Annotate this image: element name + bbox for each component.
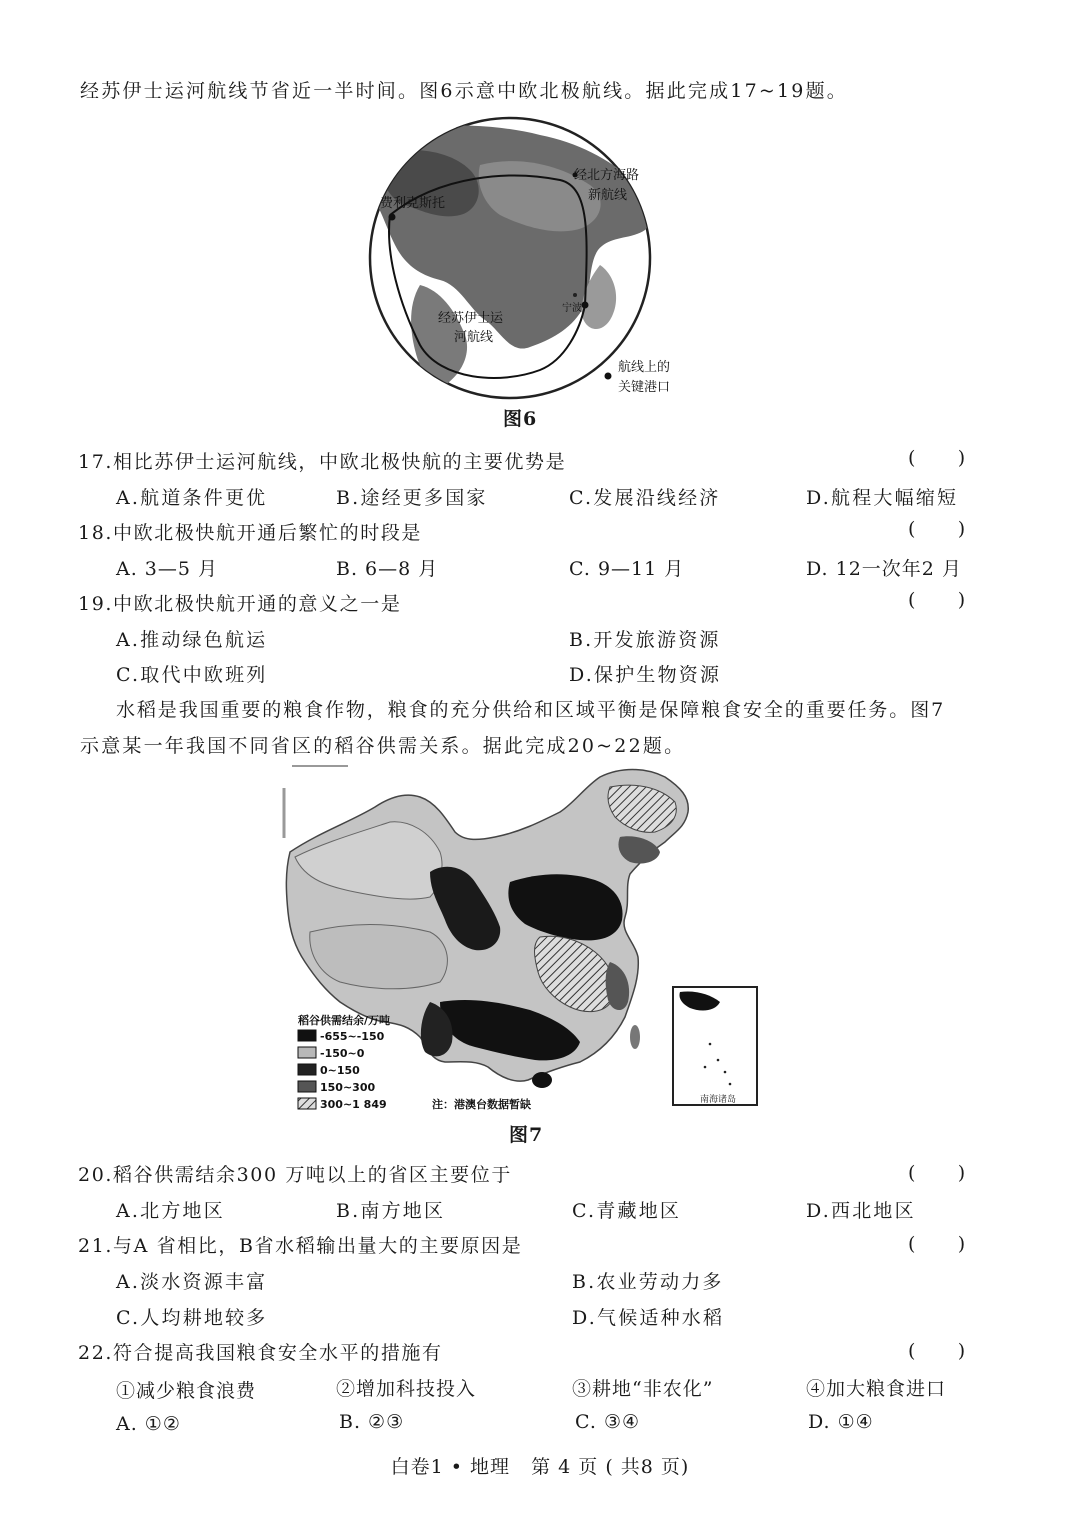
- legend-port-label-2: 关键港口: [618, 380, 671, 395]
- legend-swatch-2: [298, 1047, 316, 1058]
- intro-text: 经苏伊士运河航线节省近一半时间。图6示意中欧北极航线。据此完成17~19题。: [80, 80, 848, 102]
- q22-option-a[interactable]: A. ①②: [116, 1413, 181, 1435]
- q21-option-a[interactable]: A.淡水资源丰富: [116, 1271, 268, 1293]
- legend-title: 稻谷供需结余/万吨: [298, 1014, 391, 1027]
- figure-7-china-map: [280, 762, 760, 1112]
- q22-item-2: ②增加科技投入: [336, 1378, 477, 1400]
- figure-6-caption: 图6: [503, 408, 538, 430]
- question-18-answer-blank[interactable]: ( ): [908, 518, 966, 540]
- label-felixstowe: 费利克斯托: [380, 196, 446, 211]
- q20-option-b[interactable]: B.南方地区: [336, 1200, 446, 1222]
- q20-option-a[interactable]: A.北方地区: [116, 1200, 225, 1222]
- legend-swatch-1: [298, 1030, 316, 1041]
- legend-swatch-4: [298, 1081, 316, 1092]
- q18-option-a[interactable]: A. 3—5 月: [116, 558, 219, 580]
- label-northern-route-1: 经北方海路: [574, 168, 640, 183]
- legend-swatch-5: [298, 1098, 316, 1109]
- label-ningbo: 宁波: [562, 303, 582, 314]
- label-northern-route-2: 新航线: [588, 188, 628, 203]
- q20-option-d[interactable]: D.西北地区: [806, 1200, 916, 1222]
- legend-port-label-1: 航线上的: [618, 360, 671, 375]
- q21-option-c[interactable]: C.人均耕地较多: [116, 1307, 268, 1329]
- question-18-stem: 18.中欧北极快航开通后繁忙的时段是: [78, 522, 423, 544]
- q21-option-b[interactable]: B.农业劳动力多: [572, 1271, 724, 1293]
- inset-label: 南海诸岛: [700, 1095, 737, 1105]
- q18-option-d[interactable]: D. 12一次年2 月: [806, 558, 962, 580]
- q17-option-c[interactable]: C.发展沿线经济: [569, 487, 721, 509]
- question-20-answer-blank[interactable]: ( ): [908, 1162, 966, 1184]
- question-19-stem: 19.中欧北极快航开通的意义之一是: [78, 593, 402, 615]
- legend-label-3: 0~150: [320, 1064, 360, 1077]
- q22-option-d[interactable]: D. ①④: [808, 1411, 874, 1433]
- q22-item-1: ①减少粮食浪费: [116, 1380, 257, 1402]
- q19-option-a[interactable]: A.推动绿色航运: [116, 629, 268, 651]
- label-suez-1: 经苏伊士运: [438, 311, 504, 326]
- q19-option-d[interactable]: D.保护生物资源: [569, 664, 722, 686]
- figure-7-caption: 图7: [509, 1124, 544, 1146]
- question-21-stem: 21.与A 省相比，B省水稻输出量大的主要原因是: [78, 1235, 523, 1257]
- question-22-answer-blank[interactable]: ( ): [908, 1340, 966, 1362]
- legend-label-5: 300~1 849: [320, 1098, 387, 1111]
- legend-label-1: -655~-150: [320, 1030, 385, 1043]
- q17-option-b[interactable]: B.途经更多国家: [336, 487, 488, 509]
- legend-port-dot: [605, 373, 612, 380]
- q22-option-c[interactable]: C. ③④: [575, 1411, 641, 1433]
- figure-6-globe-map: [360, 115, 700, 405]
- q19-option-c[interactable]: C.取代中欧班列: [116, 664, 268, 686]
- q18-option-c[interactable]: C. 9—11 月: [569, 558, 685, 580]
- legend-label-4: 150~300: [320, 1081, 376, 1094]
- question-21-answer-blank[interactable]: ( ): [908, 1233, 966, 1255]
- q22-option-b[interactable]: B. ②③: [339, 1411, 405, 1433]
- legend-label-2: -150~0: [320, 1047, 365, 1060]
- question-19-answer-blank[interactable]: ( ): [908, 589, 966, 611]
- map-note: 注：港澳台数据暂缺: [432, 1098, 531, 1111]
- question-20-stem: 20.稻谷供需结余300 万吨以上的省区主要位于: [78, 1164, 512, 1186]
- q17-option-d[interactable]: D.航程大幅缩短: [806, 487, 959, 509]
- q22-item-3: ③耕地“非农化”: [572, 1378, 714, 1400]
- q19-option-b[interactable]: B.开发旅游资源: [569, 629, 721, 651]
- q22-item-4: ④加大粮食进口: [806, 1378, 947, 1400]
- question-17-answer-blank[interactable]: ( ): [908, 447, 966, 469]
- q20-option-c[interactable]: C.青藏地区: [572, 1200, 682, 1222]
- passage-2-line-2: 示意某一年我国不同省区的稻谷供需关系。据此完成20~22题。: [80, 735, 686, 757]
- legend-swatch-3: [298, 1064, 316, 1075]
- question-22-stem: 22.符合提高我国粮食安全水平的措施有: [78, 1342, 443, 1364]
- page-footer: 白卷1 • 地理 第 4 页 ( 共8 页): [390, 1456, 690, 1478]
- label-suez-2: 河航线: [454, 330, 494, 345]
- q21-option-d[interactable]: D.气候适种水稻: [572, 1307, 725, 1329]
- passage-2-line-1: 水稻是我国重要的粮食作物，粮食的充分供给和区域平衡是保障粮食安全的重要任务。图7: [116, 699, 946, 721]
- q18-option-b[interactable]: B. 6—8 月: [336, 558, 439, 580]
- question-17-stem: 17.相比苏伊士运河航线，中欧北极快航的主要优势是: [78, 451, 567, 473]
- q17-option-a[interactable]: A.航道条件更优: [116, 487, 268, 509]
